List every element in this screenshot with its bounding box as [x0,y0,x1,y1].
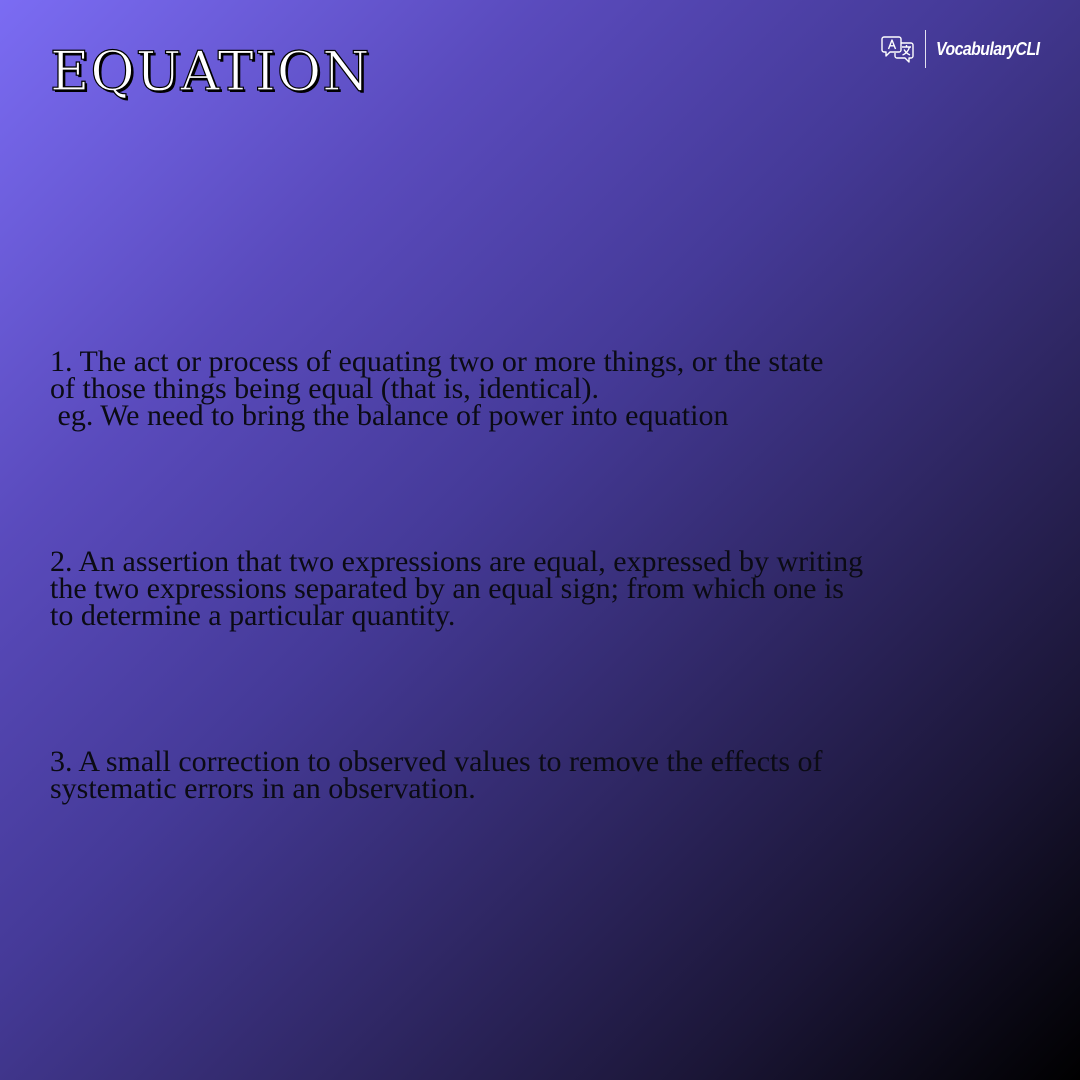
definition-line: 1. The act or process of equating two or more things, or the state [50,345,824,378]
definition-line: to determine a particular quantity. [50,599,456,632]
translate-icon [881,32,915,66]
definition-3 [50,745,990,805]
example-line: eg. We need to bring the balance of power into equation [50,399,729,432]
definition-2 [50,545,990,632]
definition-1 [50,345,990,432]
definition-line: of those things being equal (that is, identical). [50,372,600,405]
brand-name: VocabularyCLI [936,38,1040,59]
definition-line: 3. A small correction to observed values to remove the effects of [50,745,823,778]
definition-line: systematic errors in an observation. [50,772,476,805]
brand-logo [881,30,1054,68]
brand-divider [925,30,926,68]
definition-line: 2. An assertion that two expressions are equal, expressed by writing [50,545,864,578]
word-title: EQUATION [50,40,371,103]
definition-line: the two expressions separated by an equal sign; from which one is [50,572,844,605]
